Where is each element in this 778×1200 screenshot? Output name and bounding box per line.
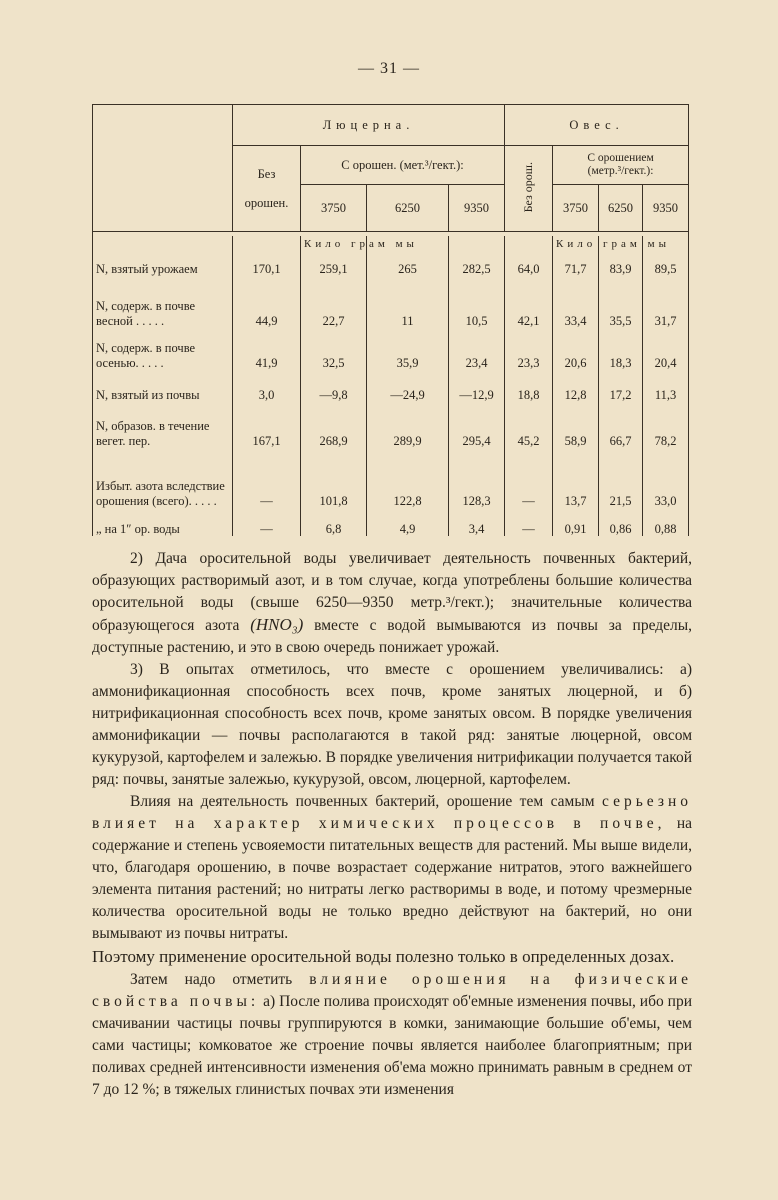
- cell-value: 0,86: [609, 521, 632, 536]
- row-label: N, содерж. в почве осенью. . . . .: [93, 328, 233, 370]
- cell-value: 18,8: [517, 387, 540, 402]
- row-label: N, взятый из почвы: [93, 370, 233, 402]
- header-without-irrigation: Без орошен.: [233, 146, 301, 232]
- rate-header: 9350: [449, 185, 505, 232]
- cell-value: 41,9: [255, 355, 278, 370]
- table-cell: [301, 402, 367, 448]
- table-cell: [599, 276, 643, 328]
- table-cell: [301, 370, 367, 402]
- nitrogen-balance-table: [92, 104, 689, 536]
- cell-value: 17,2: [609, 387, 632, 402]
- cell-value: 3,4: [468, 521, 485, 536]
- spaced-emphasis: серьезно влияет на характер химических процессов в почве,: [92, 793, 693, 832]
- table-cell: [301, 276, 367, 328]
- body-text: [92, 548, 692, 1101]
- table-row: [93, 508, 689, 536]
- table-cell: [449, 508, 505, 536]
- table-cell: [449, 402, 505, 448]
- paragraph-influence: Влияя на деятельность почвенных бактерий, орошение тем самым серьезно влияет на характер химических процессов в почве, на содержание и степень усвояемости питательных веществ для растений. Мы выше видели, что, благодаря орошению, в почве возрастает содержание нитратов, этого важнейшего элемента питания растений; но нитраты легко растворимы в воде, и потому чрезмерные количества оросительной воды не только вредно действуют на бактерий, но они вымывают из почвы нитраты.: [92, 793, 693, 942]
- cell-value: 289,9: [393, 433, 422, 448]
- cell-value: 265: [398, 261, 417, 276]
- row-label: Избыт. азота вследствие орошения (всего). . . . .: [93, 448, 233, 508]
- cell-value: 20,4: [654, 355, 677, 370]
- rate-header: 6250: [599, 185, 643, 232]
- cell-value: 64,0: [517, 261, 540, 276]
- cell-value: 42,1: [517, 313, 540, 328]
- table-cell: [553, 402, 599, 448]
- cell-value: 11,3: [654, 387, 677, 402]
- table-cell: [505, 508, 553, 536]
- cell-value: 101,8: [319, 493, 348, 508]
- rate-header: 6250: [367, 185, 449, 232]
- table-cell: [643, 448, 689, 508]
- cell-value: 23,4: [465, 355, 488, 370]
- paragraph-3: 3) В опытах отметилось, что вместе с орошением увеличивались: а) аммонификационная способность всех почв, кроме занятых люцерной, и б) нитрификационная способность всех почв, кроме занятых овсом. В порядке увеличения аммонификации — почвы располагаются в такой ряд: занятые люцерной, овсом кукурузой, картофелем и залежью. В порядке увеличения нитрификации получается такой ряд: почвы, занятые залежью, кукурузой, овсом, люцерной, картофелем.: [92, 661, 692, 788]
- cell-value: 71,7: [564, 261, 587, 276]
- table-row: [93, 448, 689, 508]
- cell-value: 10,5: [465, 313, 488, 328]
- cell-value: 12,8: [564, 387, 587, 402]
- table-cell: [233, 370, 301, 402]
- table-cell: [553, 328, 599, 370]
- paragraph-physical: Затем надо отметить влияние орошения на физические свойства почвы: а) После полива происходят об'емные изменения почвы, ибо при смачивании частицы почвы группируются в комки, занимающие большие об'емы, чем сами частицы; комковатое же строение почвы является наиболее благоприятным; при поливах средней интенсивности изменения об'ема можно принимать равным в среднем от 7 до 12 %; в тяжелых глинистых почвах эти изменения: [92, 971, 693, 1098]
- table-cell: [643, 508, 689, 536]
- cell-value: 32,5: [322, 355, 345, 370]
- cell-value: 3,0: [258, 387, 275, 402]
- cell-value: 22,7: [322, 313, 345, 328]
- table-cell: [233, 402, 301, 448]
- cell-value: 128,3: [462, 493, 491, 508]
- row-label: N, взятый урожаем: [93, 236, 233, 276]
- table-cell: [367, 276, 449, 328]
- cell-value: 23,3: [517, 355, 540, 370]
- cell-value: 33,0: [654, 493, 677, 508]
- table-cell: [553, 508, 599, 536]
- cell-value: —: [522, 521, 535, 536]
- row-label: „ на 1″ ор. воды: [93, 508, 233, 536]
- header-oats: Овес.: [505, 105, 689, 146]
- cell-value: 20,6: [564, 355, 587, 370]
- cell-value: 11: [401, 313, 414, 328]
- cell-value: 13,7: [564, 493, 587, 508]
- row-label: N, содерж. в почве весной . . . . .: [93, 276, 233, 328]
- cell-value: 18,3: [609, 355, 632, 370]
- cell-value: —: [260, 521, 273, 536]
- table-cell: [599, 448, 643, 508]
- rate-header: 3750: [553, 185, 599, 232]
- rate-header: 9350: [643, 185, 689, 232]
- cell-value: 58,9: [564, 433, 587, 448]
- cell-value: 31,7: [654, 313, 677, 328]
- table-cell: [301, 508, 367, 536]
- table-cell: [367, 402, 449, 448]
- table-cell: [599, 402, 643, 448]
- cell-value: 259,1: [319, 261, 348, 276]
- paragraph-conclusion: Поэтому применение оросительной воды полезно только в определенных дозах.: [92, 947, 675, 966]
- table-cell: [505, 370, 553, 402]
- table-cell: [505, 328, 553, 370]
- table-cell: [233, 276, 301, 328]
- table-cell: [367, 370, 449, 402]
- cell-value: 21,5: [609, 493, 632, 508]
- table-cell: [367, 448, 449, 508]
- cell-value: —: [522, 493, 535, 508]
- table-cell: [643, 402, 689, 448]
- cell-value: 33,4: [564, 313, 587, 328]
- table-cell: [553, 276, 599, 328]
- table-cell: [233, 448, 301, 508]
- table-cell: [505, 402, 553, 448]
- table-cell: [233, 328, 301, 370]
- table-cell: [599, 328, 643, 370]
- cell-value: —9,8: [319, 387, 348, 402]
- table-row: [93, 402, 689, 448]
- page-number: — 31 —: [358, 60, 420, 77]
- table-cell: [505, 236, 553, 276]
- cell-value: 0,91: [564, 521, 587, 536]
- header-with-irrigation-lucerne: С орошен. (мет.³/гект.):: [301, 146, 505, 185]
- cell-value: 295,4: [462, 433, 491, 448]
- table-cell: [233, 236, 301, 276]
- cell-value: 6,8: [325, 521, 342, 536]
- table-cell: [643, 328, 689, 370]
- cell-value: 170,1: [252, 261, 281, 276]
- table-cell: [643, 370, 689, 402]
- table-row: [93, 276, 689, 328]
- table-cell: [367, 508, 449, 536]
- cell-value: 35,5: [609, 313, 632, 328]
- cell-value: 282,5: [462, 261, 491, 276]
- table-cell: [233, 508, 301, 536]
- cell-value: 89,5: [654, 261, 677, 276]
- cell-value: 268,9: [319, 433, 348, 448]
- table-cell: [367, 328, 449, 370]
- cell-value: —12,9: [459, 387, 494, 402]
- table-cell: [553, 448, 599, 508]
- paragraph-2: 2) Дача оросительной воды увеличивает деятельность почвенных бактерий, образующих растворимый азот, и в том случае, когда употреблены большие количества оросительной воды (свыше 6250—9350 метр.³/гект.); значительные количества образующегося азота (HNO₃) вместе с водой вымываются из почвы за пределы, доступные растению, и это в свою очередь понижает урожай.: [92, 550, 693, 656]
- cell-value: 122,8: [393, 493, 422, 508]
- cell-value: —: [260, 493, 273, 508]
- cell-value: 66,7: [609, 433, 632, 448]
- table-cell: [599, 370, 643, 402]
- table-row: [93, 328, 689, 370]
- rate-header: 3750: [301, 185, 367, 232]
- units-caption: Кило грам мы: [556, 238, 670, 250]
- formula-hno3: (HNO₃): [250, 615, 304, 634]
- table-cell: [449, 276, 505, 328]
- units-caption: Кило грам мы: [304, 238, 418, 250]
- cell-value: —24,9: [390, 387, 425, 402]
- table-cell: [449, 236, 505, 276]
- cell-value: 45,2: [517, 433, 540, 448]
- table-cell: [449, 328, 505, 370]
- cell-value: 78,2: [654, 433, 677, 448]
- table-cell: [553, 370, 599, 402]
- spaced-emphasis-physical: влияние орошения на физические свойства почвы:: [92, 971, 693, 1010]
- cell-value: 44,9: [255, 313, 278, 328]
- table-row: [93, 370, 689, 402]
- header-lucerne: Люцерна.: [233, 105, 505, 146]
- row-label: N, образов. в течение вегет. пер.: [93, 402, 233, 448]
- cell-value: 83,9: [609, 261, 632, 276]
- table-corner-cell: [93, 105, 233, 232]
- table-cell: [301, 328, 367, 370]
- table-cell: [301, 448, 367, 508]
- cell-value: 0,88: [654, 521, 677, 536]
- table-row: [93, 236, 689, 276]
- table-cell: [449, 370, 505, 402]
- table-cell: [505, 276, 553, 328]
- table-cell: [449, 448, 505, 508]
- cell-value: 4,9: [399, 521, 416, 536]
- cell-value: 167,1: [252, 433, 281, 448]
- cell-value: 35,9: [396, 355, 419, 370]
- table-cell: [643, 276, 689, 328]
- table-cell: [505, 448, 553, 508]
- table-cell: [599, 508, 643, 536]
- header-with-irrigation-oats: С орошением (метр.³/гект.):: [553, 146, 689, 185]
- header-without-irrigation-oats: Без орош.: [505, 146, 553, 232]
